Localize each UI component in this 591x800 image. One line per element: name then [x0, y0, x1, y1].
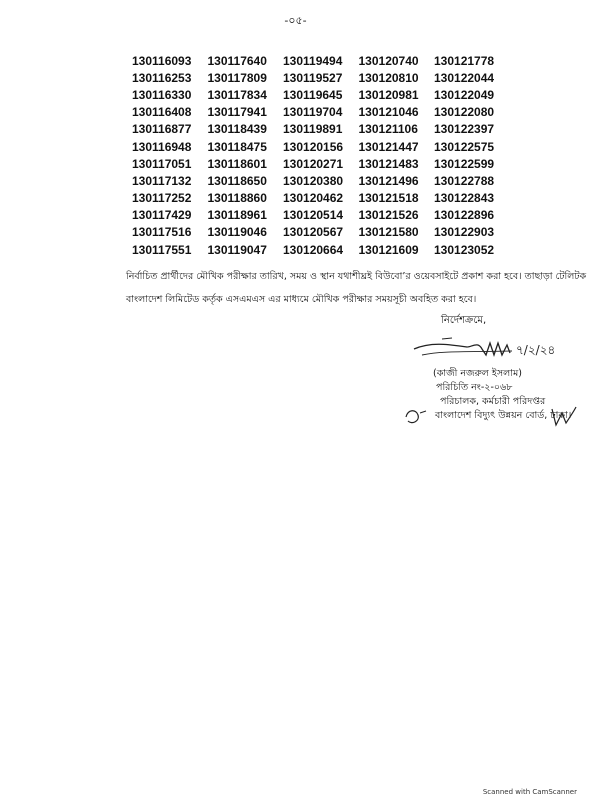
roll-number-cell: 130116948 — [132, 139, 192, 154]
roll-number-cell: 130117834 — [207, 87, 267, 102]
roll-number-cell: 130121483 — [358, 156, 419, 171]
signatory-id: পরিচিতি নং-২-০৬৮ — [436, 382, 513, 393]
roll-row — [132, 104, 510, 121]
roll-number-table-body — [132, 52, 510, 258]
roll-number-cell: 130122903 — [434, 225, 495, 240]
roll-number-cell: 130121580 — [358, 225, 419, 240]
roll-number-cell: 130118961 — [207, 208, 267, 223]
roll-row — [132, 121, 510, 138]
scanner-watermark: Scanned with CamScanner — [482, 788, 577, 796]
roll-row — [132, 224, 510, 241]
roll-number-cell: 130121526 — [358, 208, 419, 223]
roll-number-cell: 130117941 — [207, 105, 267, 120]
handwritten-mark-right — [548, 403, 578, 431]
roll-number-cell: 130122080 — [434, 105, 495, 120]
roll-number-cell: 130120156 — [283, 139, 344, 154]
roll-number-cell: 130119494 — [283, 53, 343, 68]
roll-number-cell: 130117516 — [132, 225, 192, 240]
roll-row — [132, 138, 510, 155]
roll-number-cell: 130120810 — [358, 70, 419, 85]
roll-number-cell: 130120740 — [358, 53, 419, 68]
roll-number-cell: 130119047 — [207, 242, 267, 257]
handwritten-mark-left — [402, 405, 430, 427]
roll-number-cell: 130116330 — [132, 87, 192, 102]
roll-number-cell: 130123052 — [434, 242, 495, 257]
roll-number-cell: 130120514 — [283, 208, 344, 223]
roll-number-cell: 130122788 — [434, 173, 495, 188]
roll-number-cell: 130121518 — [358, 191, 419, 206]
roll-row — [132, 172, 510, 189]
roll-number-cell: 130122599 — [434, 156, 495, 171]
roll-number-cell: 130121447 — [358, 139, 419, 154]
handwritten-signature — [412, 335, 562, 365]
roll-number-cell: 130120380 — [283, 173, 344, 188]
roll-number-cell: 130120981 — [358, 87, 419, 102]
roll-number-cell: 130117252 — [132, 191, 192, 206]
roll-number-cell: 130117132 — [132, 173, 192, 188]
roll-number-cell: 130118601 — [207, 156, 267, 171]
roll-number-cell: 130122843 — [434, 191, 495, 206]
by-order-text: নির্দেশক্রমে, — [441, 315, 487, 326]
roll-number-cell: 130122896 — [434, 208, 495, 223]
roll-number-cell: 130117551 — [132, 242, 192, 257]
roll-number-cell: 130119645 — [283, 87, 343, 102]
roll-row — [132, 52, 510, 69]
roll-number-cell: 130119704 — [283, 105, 343, 120]
roll-number-cell: 130122044 — [434, 70, 495, 85]
roll-row — [132, 207, 510, 224]
roll-number-cell: 130116253 — [132, 70, 192, 85]
roll-number-cell: 130116408 — [132, 105, 192, 120]
roll-row — [132, 86, 510, 103]
notice-line-2: বাংলাদেশ লিমিটেড কর্তৃক এসএমএস এর মাধ্যমে মৌখিক পরীক্ষার সময়সূচী অবহিত করা হবে। — [126, 294, 477, 305]
roll-row — [132, 241, 510, 258]
roll-number-cell: 130120567 — [283, 225, 344, 240]
roll-number-cell: 130121106 — [358, 122, 418, 137]
roll-number-cell: 130121778 — [434, 53, 495, 68]
roll-row — [132, 155, 510, 172]
roll-number-cell: 130118475 — [207, 139, 267, 154]
signatory-name: (কাজী নজরুল ইসলাম) — [433, 368, 522, 379]
roll-number-cell: 130119527 — [283, 70, 343, 85]
signatory-organization: বাংলাদেশ বিদ্যুৎ উন্নয়ন বোর্ড, ঢাকা। — [435, 410, 572, 421]
roll-number-cell: 130117809 — [207, 70, 267, 85]
roll-number-cell: 130116093 — [132, 53, 192, 68]
roll-number-cell: 130120462 — [283, 191, 344, 206]
roll-number-cell: 130121609 — [358, 242, 419, 257]
notice-line-1: নির্বাচিত প্রার্থীদের মৌখিক পরীক্ষার তারিখ, সময় ও স্থান যথাশীঘ্রই বিউবো’র ওয়েবসাইটে প্রকাশ করা হবে। তাছাড়া টেলিটক — [126, 271, 587, 282]
roll-number-cell: 130118650 — [207, 173, 267, 188]
roll-number-cell: 130117640 — [207, 53, 267, 68]
page-number: -০৫- — [284, 14, 307, 27]
roll-number-cell: 130122049 — [434, 87, 495, 102]
roll-number-cell: 130121496 — [358, 173, 419, 188]
roll-row — [132, 190, 510, 207]
signatory-title: পরিচালক, কর্মচারী পরিদপ্তর — [440, 396, 546, 407]
roll-number-cell: 130120664 — [283, 242, 344, 257]
notice-paragraph — [126, 265, 587, 311]
roll-number-cell: 130117051 — [132, 156, 192, 171]
roll-number-cell: 130118860 — [207, 191, 267, 206]
roll-number-table — [132, 52, 510, 258]
roll-number-cell: 130120271 — [283, 156, 344, 171]
signature-date: ৭/২/২৪ — [516, 343, 556, 357]
roll-number-cell: 130119891 — [283, 122, 343, 137]
roll-number-cell: 130118439 — [207, 122, 267, 137]
roll-number-cell: 130116877 — [132, 122, 192, 137]
roll-number-cell: 130119046 — [207, 225, 267, 240]
roll-row — [132, 69, 510, 86]
roll-number-cell: 130117429 — [132, 208, 192, 223]
roll-number-cell: 130121046 — [358, 105, 419, 120]
roll-number-cell: 130122575 — [434, 139, 495, 154]
roll-number-cell: 130122397 — [434, 122, 495, 137]
